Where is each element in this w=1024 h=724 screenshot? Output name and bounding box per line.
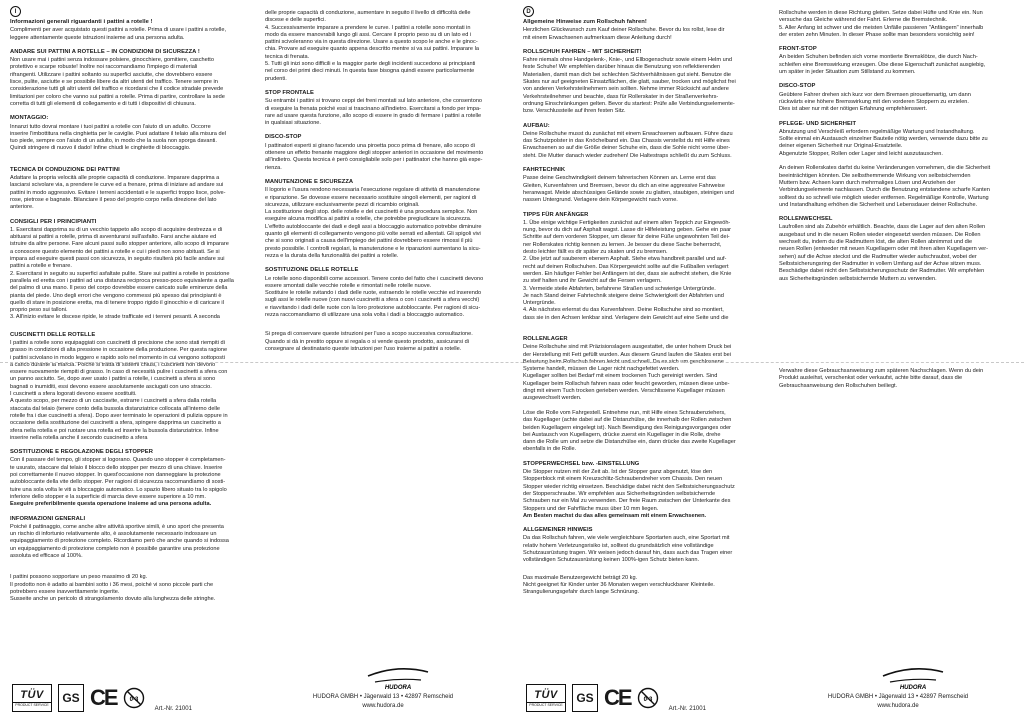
section-heading: SOSTITUZIONE DELLE ROTELLE	[265, 267, 359, 274]
section-general-info	[10, 19, 250, 42]
company-website: www.hudora.de	[362, 703, 404, 709]
column-german-2	[779, 10, 1019, 430]
section-body: Con il passare del tempo, gli stopper si logorano. Quando uno stopper è completamen- te usurato, staccare dal telaio il blocco dello stopper per mezzo di una chiave. Inserire poi correttamente il nuovo stopper. In quest'occasione non danneggiare la protezione autobloccante della vite dello stopper. Per ragioni di sicurezza raccomandiamo di sosti- tuire una sola volta le viti a bloccaggio automatico. Lo spazio libero situato tra lo spigolo inferiore dello stopper e la superficie di marcia deve essere superiore a 10 mm.	[10, 457, 227, 500]
section-body: Laufrollen sind als Zubehör erhältlich. Beachte, dass die Lager auf den alten Rollen ausgebaut und in die neuen Rollen wieder eingesetzt werden müssen. Die Rollen wechselt du, indem du die Radmuttern löst, die alten Rollen abnimmst und die neuen Rollen (entweder mit neuen Kugellagern oder mit ihren alten Kugellagern ver- sehen) auf die Achse steckst und die Radmutter wieder aufschraubst, wobei der Selbstsicherungsring der Radmutter in vollem Umfang auf der Achse sitzen muss. Beschädige dabei nicht den Selbstsicherungsschutz der Radmutter. Wir empfehlen aus Sicherheitsgründen selbstsichernde Muttern zu verwenden.	[779, 224, 988, 282]
age-warning-icon	[123, 687, 145, 709]
gs-mark-icon	[58, 684, 84, 712]
section-body: 1. Übe einige wichtige Fertigkeiten zunächst auf einem alten Teppich zur Eingewöh- nung, bevor du dich auf Asphalt wagst. Lasse dir Hilfeleistung geben. Gehe ein paar Schritte auf dem vorderen Stopper, um dieser für deine Füße ungewohnten Teil dei- ner Rollerskates richtig kennen zu lernen. Je besser du diese Sache beherrscht, desto leichter fällt es dir später zu skaten und zu bremsen. 2. Übe jetzt auf sauberem ebenem Asphalt. Stehe etwa handbreit parallel und auf- recht auf deinen Rollschuhen. Das Körpergewicht sollte auf die Fußballen verlagert werden. Ein häufiger Fehler bei Anfängern ist der, dass sie aufrecht stehen, die Knie zu steif halten und ihr Gewicht auf die Fersen verlagern. 3. Vermeide steile Abfahrten, befahrene Straßen und schwierige Untergründe. Je nach Stand deiner Fahrtechnik steigere deine Schwierigkeit der Abfahrten und Untergründe. 4. Als nächstes erlernst du das Kurvenfahren. Deine Rollschuhe sind so montiert, dass sie in den Achsen lenkbar sind. Verlagere dein Gewicht auf eine Seite und die	[523, 219, 732, 321]
tuv-logo-subtext: PRODUCT SERVICE	[13, 702, 51, 707]
section-front-stop	[779, 46, 1019, 76]
section-body: delle proprie capacità di conduzione, aumentare in seguito il livello di difficoltà delle discese e delle superfici. 4. Successivamente imparare a prendere le curve. I pattini a rotelle sono montati in modo da essere manovrabili lungo gli assi. Cercare il proprio peso su di un lato ed i pattini scivoleranno via in questa direzione. Usare a questo scopo le anche e le ginoc- chia. Provare ad eseguire quanto appena descritto mentre si va sui pattini. Imparare la tecnica di frenata. 5. Tutti gli inizi sono difficili e la maggior parte degli incidenti succedono ai principianti nel corso dei primi dieci minuti. In questa fase bisogna quindi essere particolarmente prudenti.	[265, 10, 479, 82]
hudora-logo-icon	[878, 662, 948, 692]
section-heading: Allgemeine Hinweise zum Rollschuh fahren!	[523, 19, 647, 25]
section-heading: MANUTENZIONE E SICUREZZA	[265, 178, 354, 185]
section-heading: STOP FRONTALE	[265, 89, 314, 96]
section-body: Abnutzung und Verschleiß erfordern regelmäßige Wartung und Instandhaltung. Sollte einmal ein Austausch einzelner Bauteile nötig werden, verwende dazu bitte zu deiner eigenen Sicherheit nur Original-Ersatzteile. Abgenutzte Stopper, Rollen oder Lager sind leicht auszutauschen. An deinen Rollerskates darfst du keine Veränderungen vornehmen, die die Sicherheit beeinträchtigen könnten. Die selbsthemmende Wirkung von selbstsichernden Muttern bzw. Achsen kann durch mehrmaliges Lösen und Anziehen der Verbindungselemente nachlassen. Durch die Benutzung entstandene scharfe Kanten solltest du so schnell wie möglich wieder entfernen. Regelmäßige Kontrolle, Wartung und Instandhaltung erhöhen die Sicherheit und Lebensdauer deiner Rollschuhe.	[779, 128, 991, 208]
section-beginner-tips	[523, 212, 763, 322]
section-stopper	[523, 461, 763, 520]
certification-marks-left	[12, 684, 192, 712]
tuv-logo-text: TÜV	[20, 689, 44, 701]
section-body: Deine Rollschuhe sind mit Präzisionslagern ausgestattet, die unter hohem Druck bei der Herstellung mit Fett gefüllt wurden. Aus diesem Grund laufen die Skates erst bei Belastung beim Rollschuh fahren leicht und schnell. Da es sich um geschlossene Systeme handelt, müssen die Lager nicht nachgefettet werden. Kugellager sollten bei Bedarf mit einem trockenen Tuch gereinigt werden. Sind Kugellager beim Rollschuh fahren nass oder feucht geworden, müssen diese unbe- dingt mit einem Tuch trocken gerieben werden. Verschlissene Kugellager müssen ausgewechselt werden. Löse die Rolle vom Fahrgestell. Entnehme nun, mit Hilfe eines Schraubenziehers, das Kugellager (achte dabei auf die Distanzhülse, die innerhalb der Rollen zwischen beiden Kugellagern eingelegt ist). Nach Beendigung des Reinigungsvorganges oder bei Austausch von Kugellagern, drücke zuerst ein Kugellager in die Rolle, drehe dann die Rolle um und setze die Distanzhülse ein, dann drücke das zweite Kugellager ebenfalls in die Rolle.	[523, 344, 736, 453]
section-body: Innanzi tutto dovrai montare i tuoi pattini a rotelle con l'aiuto di un adulto. Occorre inserire l'imbottitura nella cinghietta per le caviglie. Puoi adattare il telaio alla misura del tuo piede, sempre con l'aiuto di un adulto, in modo che la suola non sporga davanti. Quindi stringere di nuovo il dado! Infine chiudi le cinghiette di bloccaggio.	[10, 123, 226, 152]
section-disco-stop	[779, 83, 1019, 113]
section-body: Fahre niemals ohne Handgelenk-, Knie-, und Ellbogenschutz sowie einem Helm und feste Schuhe! Wir empfehlen darüber hinaus die Benutzung von reflektierenden Materialien, damit man dich bei schlechten Sichtverhältnissen gut sieht. Benutze die Skates nur auf geeigneten Einsatzflächen, die glatt, sauber, trocken und möglichst frei von anderen Verkehrsteilnehmern sein sollten. Nehme immer Rücksicht auf andere Verkehrsteilnehmer und beachte, dass für Rollerskater in der Straßenverkehrs- ordnung Einschränkungen gelten. Bevor du startest: Prüfe alle Verbindungselemente- bzw. Verschlussteile auf ihren festen Sitz.	[523, 57, 736, 115]
section-body: Das maximale Benutzergewicht beträgt 20 kg. Nicht geeignet für Kinder unter 36 Monaten wegen verschluckbarer Kleinteile. Strangulierungsgefahr durch lange Schnürung.	[523, 574, 715, 596]
column-italian-1	[10, 19, 250, 719]
section-beginner-tips	[10, 219, 250, 322]
section-body: Passe deine Geschwindigkeit deinem fahrerischen Können an. Lerne erst das Gleiten, Kurvenfahren und Bremsen, bevor du dich an eine aggressive Fahrweise heranwagst. Meide abschüssiges Gelände sowie zu glatten, staubigen, steinigen und nassen Untergrund. Verlagere dein Körpergewicht nach vorne.	[523, 175, 734, 204]
section-body: I pattini possono sopportare un peso massimo di 20 kg. Il prodotto non è adatto ai bambini sotto i 36 mesi, poiché vi sono piccole parti che potrebbero essere inavvertitamente ingerite. Susseite anche un pericolo di strangolamento dovuto alla lunghezza delle stringhe.	[10, 574, 216, 603]
section-wheel-replacement	[779, 216, 1019, 283]
section-heading: ALLGEMEINER HINWEIS	[523, 527, 593, 534]
section-bearings	[523, 336, 763, 454]
section-heading: ROLLENLAGER	[523, 335, 568, 342]
gs-mark-text: GS	[62, 691, 80, 705]
company-address-line: HUDORA GMBH • Jägerwald 13 • 42897 Remscheid	[827, 694, 969, 700]
section-disco-stop	[265, 134, 505, 171]
certification-marks-right	[526, 684, 706, 712]
section-body: Su entrambi i pattini si trovano ceppi dei freni montati sul lato anteriore, che consentono di eseguire la frenata poiché essi si trascinano all'indietro. Esercitarsi a fondo per impa- rare ad usare questa funzione, allo scopo di essere in grado di fermare i pattini a rotelle in qualsiasi situazione.	[265, 98, 483, 127]
section-continued	[265, 10, 505, 83]
section-safety	[10, 49, 250, 108]
section-heading: TIPPS FÜR ANFÄNGER	[523, 211, 589, 218]
section-heading: MONTAGGIO:	[10, 115, 49, 122]
section-heading: SOSTITUZIONE E REGOLAZIONE DEGLI STOPPER	[10, 449, 153, 456]
section-keep-instructions	[779, 368, 1019, 390]
company-address-line: HUDORA GMBH • Jägerwald 13 • 42897 Remscheid	[312, 694, 454, 700]
section-maintenance	[265, 179, 505, 260]
section-heading: CONSIGLI PER I PRINCIPIANTI	[10, 218, 97, 225]
section-bold-note: Eseguire preferibilmente questa operazione insieme ad una persona adulta.	[10, 501, 212, 508]
company-address-left	[308, 693, 458, 711]
section-heading: PFLEGE- UND SICHERHEIT	[779, 120, 857, 127]
age-warning-text: 0-3	[643, 697, 652, 703]
tuv-logo-icon	[526, 684, 566, 712]
column-italian-2	[265, 10, 505, 430]
section-maintenance	[779, 121, 1019, 210]
section-technique	[523, 167, 763, 204]
article-number: Art.-Nr. 21001	[154, 706, 192, 712]
gs-mark-icon	[572, 684, 598, 712]
section-body: Si prega di conservare queste istruzioni per l'uso a scopo successiva consultazione. Quando si dà in prestito oppure si regala o si vende questo prodotto, assicurarsi di consegnare al destinatario queste istruzioni per l'uso insieme ai pattini a rotelle.	[265, 331, 473, 352]
section-body: Herzlichen Glückwunsch zum Kauf deiner Rollschuhe. Bevor du los rollst, lese dir mit einem Erwachsenen aufmerksam diese Anleitung durch!	[523, 27, 725, 41]
section-body: 1. Esercitarsi dapprima su di un vecchio tappeto allo scopo di acquisire destrezza e di abituarsi ai pattini a rotelle, prima di avventurarsi sull'asfalto. Farsi anche aiutare ed istruire da altre persone. Fare alcuni passi sullo stopper anteriore, allo scopo di imparare a conoscere questo elemento dei pattini a rotelle e cui i piedi non sono abituati. Se si impara ad eseguire questi passi con sicurezza, in seguito risulterà più facile andare sui pattini a rotelle e frenare. 2. Esercitarsi in seguito su superfici asfaltate pulite. Stare sui pattini a rotelle in posizione parallela ed eretta con i pattini ad una distanza reciproca presso-poco equivalente a quella del palmo di una mano. Il peso del corpo dovrebbe essere caricato sulle eminenze della pianta del piede. Uno degli errori che vengono commessi più spesso dai principianti è quello di stare in posizione eretta, ma di tenere troppo rigido il ginocchio e di caricare il proprio peso sui talloni. 3. All'inizio evitare le discese ripide, le strade trafficate ed i terreni pesanti. A seconda	[10, 226, 234, 321]
tuv-logo-subtext: PRODUCT SERVICE	[527, 702, 565, 707]
section-heading: FAHRTECHNIK	[523, 167, 566, 174]
section-body: Complimenti per aver acquistato questi pattini a rotelle. Prima di usare i pattini a rotelle, leggere attentamente queste istruzioni insieme ad una persona adulta.	[10, 27, 227, 41]
section-safety	[523, 49, 763, 116]
hudora-logo-icon	[363, 662, 433, 692]
section-body: I pattinatori esperti si girano facendo una piroetta poco prima di frenare, allo scopo di ottenere un effetto frenante maggiore degli stopper anteriori in occasione del movimento all'indietro. Questa tecnica è però consigliabile solo per i pattinatori che hanno già espe- rienza.	[265, 142, 484, 171]
section-keep-instructions	[265, 331, 505, 353]
age-warning-icon	[637, 687, 659, 709]
section-body: Geübtere Fahrer drehen sich kurz vor dem Bremsen pirouettenartig, um dann rückwärts eine höhere Bremswirkung mit den vorderen Stoppern zu erzielen. Dies ist aber nur mit der nötigen Erfahrung empfehlenswert.	[779, 91, 971, 113]
language-badge-german: D	[523, 6, 534, 17]
section-heading: INFORMAZIONI GENERALI	[10, 515, 86, 522]
section-heading: FRONT-STOP	[779, 46, 817, 53]
hudora-logo-text: HUDORA	[384, 685, 412, 691]
section-body: Il logorio e l'usura rendono necessaria l'esecuzione regolare di attività di manutenzione e riparazione. Se dovesse essere necessario sostituire singoli elementi, per ragioni di sicurezza, utilizzare esclusivamente pezzi di ricambio originali. La sostituzione degli stop. delle rotelle e dei cuscinetti è una procedura semplice. Non eseguire alcuna modifica ai pattini a rotelle, che potrebbe pregiudicare la sicurezza. L'effetto autobloccante dei dadi e degli assi a bloccaggio automatico potrebbe diminuire quanto gli elementi di collegamento vengono più volte serrati ed allentati. Gli spigoli vivi che si sono originati a causa dell'impiego dei pattini dovrebbero essere rimossi il più presto possibile. I controlli regolari, la manutenzione e le riparazioni aumentano la sicu- rezza e la durata della funzionalità dei pattini a rotelle.	[265, 187, 482, 259]
section-assembly	[523, 123, 763, 160]
section-front-stop	[265, 90, 505, 127]
article-number: Art.-Nr. 21001	[668, 706, 706, 712]
section-general-notes	[10, 516, 250, 561]
ce-mark-icon: CE	[90, 685, 117, 710]
section-general-notes	[523, 527, 763, 564]
section-body: Deine Rollschuhe musst du zunächst mit einem Erwachsenen aufbauen. Führe dazu das Schutzpolster in das Knöchelband ein. Das Chassis verstellst du mit Hilfe eines Erwachsenen so auf die Größe deiner Schuhe ein, dass die Sohle nicht vorne über- steht. Die Mutter danach wieder zudrehen! Die Haltestraps schließt du zum Schluss.	[523, 130, 733, 159]
section-body: An beiden Schuhen befinden sich vorne montierte Bremsklötze, die durch Nach- schleifen eine Bremswirkung erzeugen. Übe diese Eigenschaft zunächst ausgiebig, um später in jeder Situation zum Stillstand zu kommen.	[779, 54, 986, 76]
section-max-weight	[523, 575, 763, 597]
section-heading: AUFBAU:	[523, 122, 550, 129]
section-heading: Informazioni generali riguardanti i pattini a rotelle !	[10, 19, 153, 25]
ce-mark-icon: CE	[604, 685, 631, 710]
section-technique	[10, 167, 250, 212]
section-heading: TECNICA DI CONDUZIONE DEI PATTINI	[10, 166, 120, 173]
section-general-info	[523, 19, 763, 42]
section-body: Non usare mai i pattini senza indossare polsiere, ginocchiere, gomitiere, caschetto protettivo e scarpe robuste! Inoltre noi raccomandiamo l'impiego di materiali rifrangenti. Utilizzare i pattini soltanto su superfici asciutte, che dovrebbero essere lisce, pulite, asciutte e se possibile libere da altri utenti del traffico. Tenere sempre in considerazione tutti gli altri utenti del traffico e ricordarsi che il codice stradale prevede limitazioni per coloro che vanno sui pattini a rotelle. Prima di partire, controllare la sede corretta di tutti gli elementi di collegamento e di tutti i dispositivi di chiusura.	[10, 57, 225, 107]
section-bearings	[10, 332, 250, 442]
section-body: Die Stopper nutzen mit der Zeit ab. Ist der Stopper ganz abgenutzt, löse den Stopperblock mit einem Kreuzschlitz-Schraubendreher vom Chassis. Den neuen Stopper wieder richtig einsetzen. Beschädige dabei nicht den Selbstsicherungsschutz der Stopperschraube. Wir empfehlen aus Sicherheitsgründen selbstsichernde Schrauben nur ein Mal zu verwenden. Der freie Raum zwischen der Unterkante des Stoppers und der Fahrfläche muss über 10 mm liegen.	[523, 469, 735, 512]
gs-mark-text: GS	[576, 691, 594, 705]
section-body: Rollschuhe werden in diese Richtung gleiten. Setze dabei Hüfte und Knie ein. Nun versuche das Gleiche während der Fahrt. Erlerne die Bremstechnik. 5. Aller Anfang ist schwer und die meisten Unfälle passieren "Anfängern" innerhalb der ersten zehn Minuten. In dieser Phase sollte man besonders vorsichtig sein!	[779, 10, 984, 38]
section-heading: ANDARE SUI PATTINI A ROTELLE – IN CONDIZIONI DI SICUREZZA !	[10, 48, 200, 55]
language-badge-italian: I	[10, 6, 21, 17]
section-body: Le rotelle sono disponibili come accessori. Tenere conto del fatto che i cuscinetti devono essere smontati dalle vecchie rotelle e rimontati nelle rotelle nuove. Sostituire le rotelle svitando i dadi delle ruote, estraendo le rotelle vecchie ed inserendo sugli assi le rotelle nuove (con nuovi cuscinetti a sfera o con i cuscinetti a sfera vecchi) e riavvitando i dadi delle ruote con la loro protezione autobloccante. Per ragioni di sicu- rezza raccomandiamo di utilizzare una sola volta i dadi a bloccaggio automatico.	[265, 275, 484, 318]
section-heading: DISCO-STOP	[265, 134, 302, 141]
section-continued	[779, 10, 1019, 39]
section-max-weight	[10, 574, 250, 603]
section-heading: ROLLENWECHSEL	[779, 216, 833, 223]
section-heading: STOPPERWECHSEL bzw. -EINSTELLUNG	[523, 460, 640, 467]
column-german-2-bottom	[779, 368, 1019, 408]
tuv-logo-icon	[12, 684, 52, 712]
section-assembly	[10, 115, 250, 152]
age-warning-text: 0-3	[129, 697, 138, 703]
section-bold-note: Am Besten machst du das alles gemeinsam mit einem Erwachsenen.	[523, 512, 707, 519]
company-website: www.hudora.de	[877, 703, 919, 709]
section-body: Verwahre diese Gebrauchsanweisung zum späteren Nachschlagen. Wenn du dein Produkt ausleihst, verschenkst oder verkaufst, achte bitte darauf, dass die Gebrauchsanweisung den Rollschuhen beiliegt.	[779, 368, 984, 389]
section-body: Adattare la propria velocità alle proprie capacità di conduzione. Imparare dapprima a lasciarsi scivolare via, a prendere le curve ed a frenare, prima di iniziare ad andare sui pattini in modo aggressivo. Evitare i terreni accidentati e le superfici troppo lisce, polve- rose, pietrose e bagnate. Bilanciare il peso del proprio corpo nella direzione del lato anteriore.	[10, 175, 226, 211]
section-stopper	[10, 449, 250, 508]
section-heading: ROLLSCHUH FAHREN – MIT SICHERHEIT!	[523, 48, 642, 55]
section-wheel-replacement	[265, 267, 505, 319]
section-body: I pattini a rotelle sono equipaggiati con cuscinetti di precisione che sono stati riempiti di grasso in condizioni di alta pressione in occasione della produzione. Per questa ragione i pattini scivolano in modo leggero e rapido solo nel momento in cui vengono sottoposti a carico durante la marcia. Poiché si tratta di sistemi chiusi, i cuscinetti non devono essere nuovamente riempiti di grasso. In caso di necessità pulire i cuscinetti a sfera con un panno asciutto. Se, dopo aver usato i pattini a rotelle, i cuscinetti a sfera si sono bagnati o inumiditi, essi devono essere assolutamente asciugati con uno straccio. I cuscinetti a sfera logorati devono essere sostituiti. A questo scopo, per mezzo di un cacciavite, estrarre i cuscinetti a sfera dalla rotella staccata dal telaio (tenere conto della bussola distanziatrice collocata all'interno delle rotelle fra i due cuscinetti a sfera). Dopo aver terminato le operazioni di pulizia oppure in occasione della sostituzione dei cuscinetti a sfera, spingere dapprima un cuscinetto a sfera nella rotella e poi ruotare una rotella ed inserire la bussola distanziatrice. Infine inserire nella rotella anche il secondo cuscinetto a sfera	[10, 339, 228, 441]
page-fold-divider	[0, 362, 1024, 363]
hudora-logo-text: HUDORA	[899, 685, 927, 691]
section-body: Da das Rollschuh fahren, wie viele vergleichbare Sportarten auch, eine Sportart mit relativ hohem Verletzungsrisiko ist, solltest du grundsätzlich eine vollständige Schutzausrüstung tragen. Wir weisen jedoch darauf hin, dass auch das Tragen einer vollständigen Schutzausrüstung keinen 100%-igen Schutz bieten kann.	[523, 535, 733, 564]
section-heading: CUSCINETTI DELLE ROTELLE	[10, 331, 96, 338]
section-body: Poiché il pattinaggio, come anche altre attività sportive simili, è uno sport che presenta un rischio di infortunio relativamente alto, è assolutamente necessario indossare un equipaggiamento di protezione completo. Ricordiamo però che anche quando si indossa un equipaggiamento di protezione completo non è possibile garantire una protezione assoluta ed efficace al 100%.	[10, 523, 229, 559]
company-address-right	[823, 693, 973, 711]
column-german-1	[523, 19, 763, 669]
tuv-logo-text: TÜV	[534, 689, 558, 701]
section-heading: DISCO-STOP	[779, 83, 816, 90]
